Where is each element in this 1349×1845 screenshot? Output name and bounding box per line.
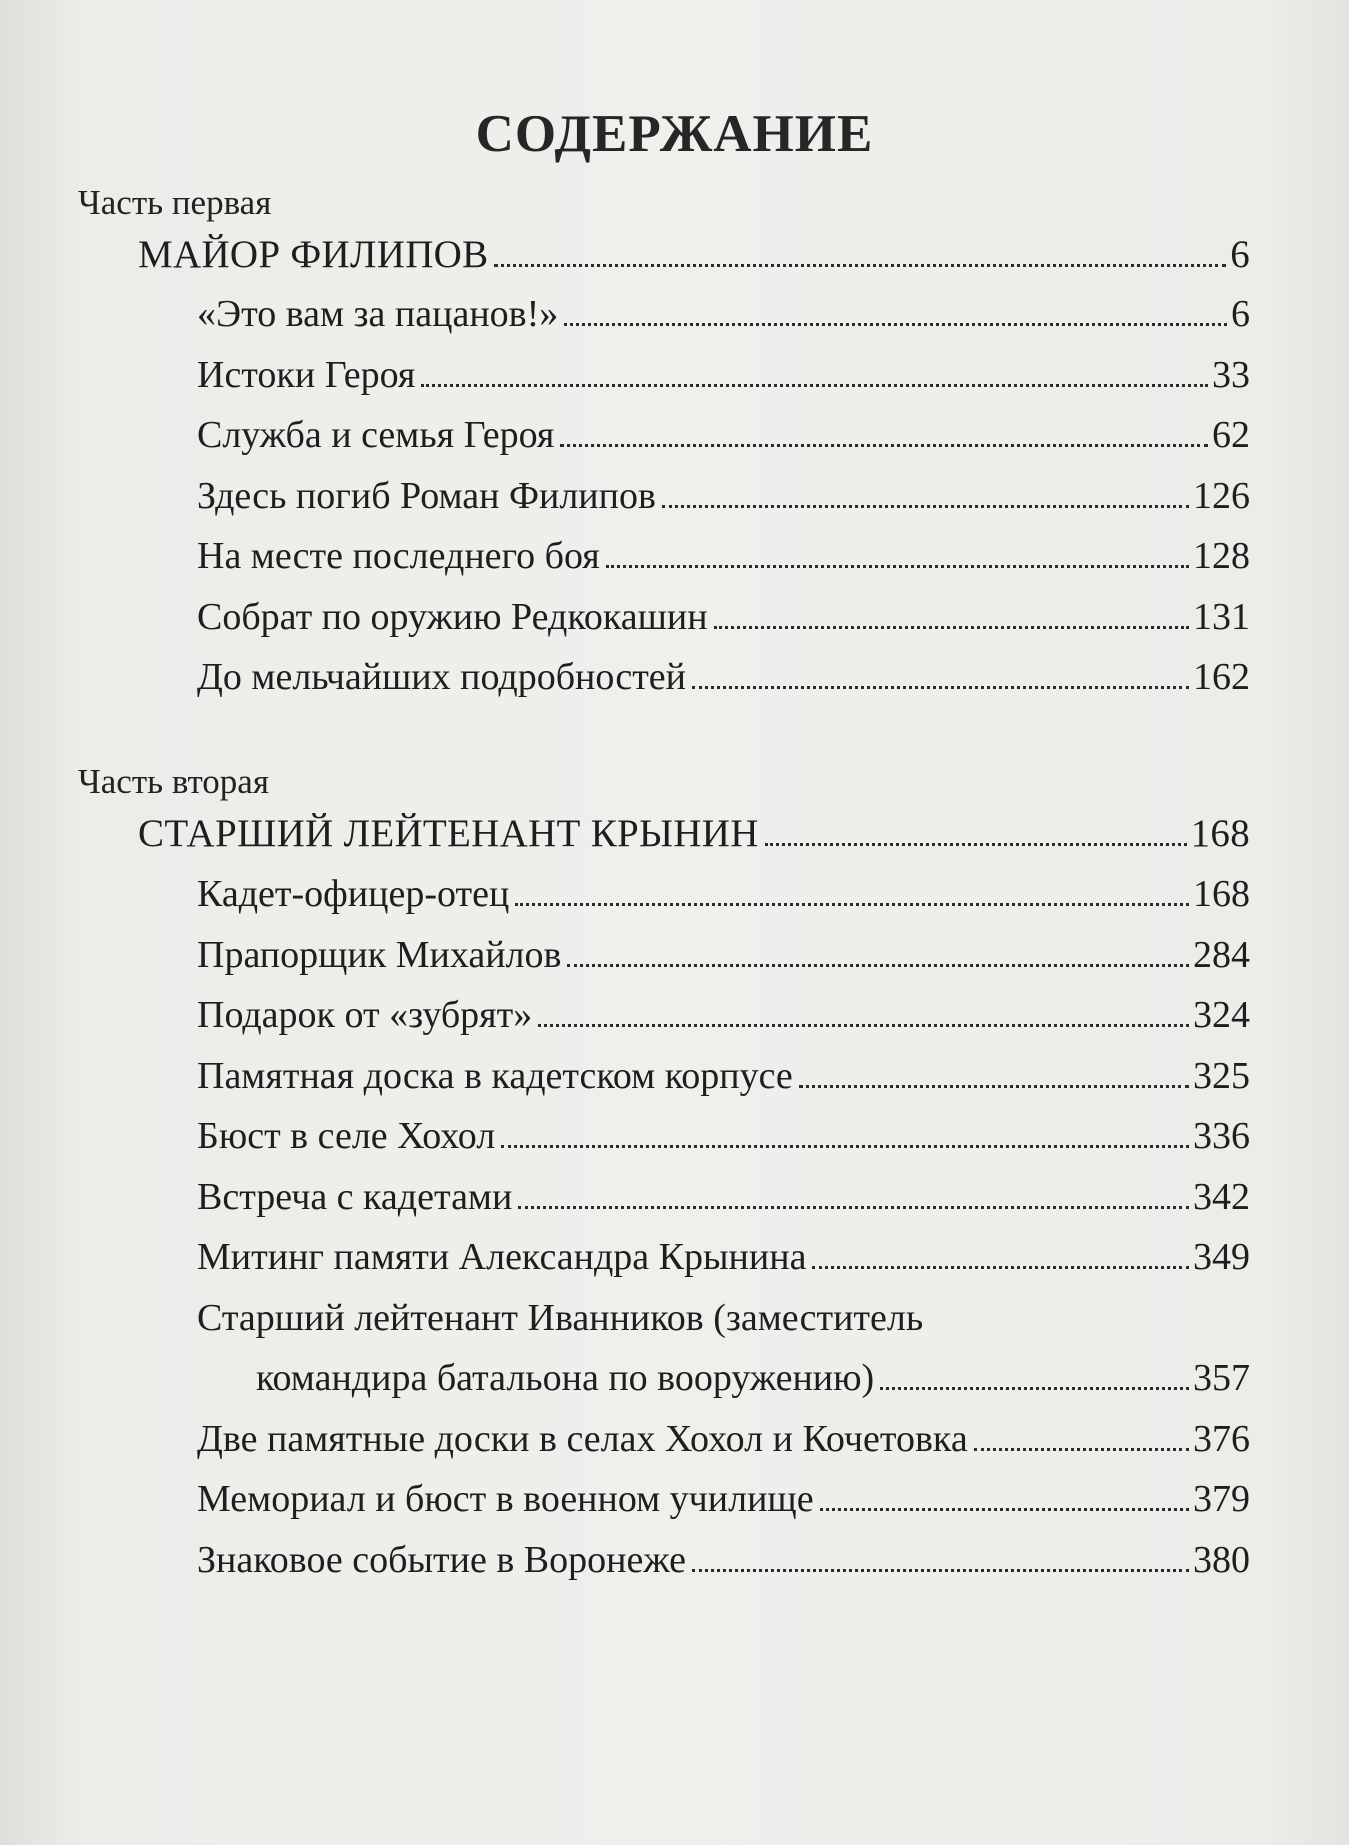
entry-title: Подарок от «зубрят» bbox=[197, 994, 533, 1036]
dot-leader bbox=[501, 1145, 1189, 1148]
page-number: 131 bbox=[1193, 596, 1250, 638]
dot-leader bbox=[799, 1085, 1189, 1088]
dot-leader bbox=[606, 565, 1189, 568]
page-number: 379 bbox=[1193, 1478, 1250, 1520]
dot-leader bbox=[421, 384, 1208, 387]
entry-title: Старший лейтенант Иванников (заместитель bbox=[197, 1297, 924, 1339]
toc-entry bbox=[197, 1114, 1250, 1158]
page-number: 168 bbox=[1193, 873, 1250, 915]
toc-entry bbox=[197, 1477, 1250, 1521]
page-number: 33 bbox=[1212, 354, 1250, 396]
dot-leader bbox=[974, 1448, 1189, 1451]
toc-entry bbox=[197, 353, 1250, 397]
entry-title: Встреча с кадетами bbox=[197, 1176, 513, 1218]
page-number: 336 bbox=[1193, 1115, 1250, 1157]
page-number: 168 bbox=[1190, 812, 1250, 855]
toc-entry bbox=[197, 655, 1250, 699]
toc-entry bbox=[197, 534, 1250, 578]
page-number: 357 bbox=[1193, 1357, 1250, 1399]
dot-leader bbox=[494, 264, 1226, 267]
page-number: 284 bbox=[1193, 934, 1250, 976]
entry-title: Митинг памяти Александра Крынина bbox=[197, 1236, 807, 1278]
toc-entry bbox=[197, 474, 1250, 518]
entry-title: Прапорщик Михайлов bbox=[197, 934, 562, 976]
entry-title: Две памятные доски в селах Хохол и Кочетовка bbox=[197, 1418, 968, 1460]
dot-leader bbox=[515, 903, 1189, 906]
dot-leader bbox=[692, 686, 1189, 689]
dot-leader bbox=[812, 1266, 1189, 1269]
toc-entry bbox=[197, 1054, 1250, 1098]
dot-leader bbox=[880, 1387, 1189, 1390]
entry-title: Бюст в селе Хохол bbox=[197, 1115, 496, 1157]
entry-title: Истоки Героя bbox=[197, 354, 416, 396]
toc-entry bbox=[197, 292, 1250, 336]
page-number: 6 bbox=[1230, 233, 1250, 276]
toc-section-krynin bbox=[138, 811, 1250, 856]
dot-leader bbox=[662, 505, 1189, 508]
entry-title: Служба и семья Героя bbox=[197, 414, 555, 456]
dot-leader bbox=[538, 1024, 1189, 1027]
dot-leader bbox=[820, 1508, 1189, 1511]
toc-entry bbox=[197, 595, 1250, 639]
entry-title: Кадет-офицер-отец bbox=[197, 873, 510, 915]
page-number: 324 bbox=[1193, 994, 1250, 1036]
section-title: СТАРШИЙ ЛЕЙТЕНАНТ КРЫНИН bbox=[138, 812, 759, 855]
page-number: 349 bbox=[1193, 1236, 1250, 1278]
entry-title-continuation: командира батальона по вооружению) bbox=[256, 1357, 875, 1399]
entry-title: Собрат по оружию Редкокашин bbox=[197, 596, 708, 638]
toc-entry bbox=[197, 933, 1250, 977]
page-number: 162 bbox=[1193, 656, 1250, 698]
part-one-label: Часть первая bbox=[78, 183, 272, 222]
page-number: 325 bbox=[1193, 1055, 1250, 1097]
toc-entry bbox=[197, 1538, 1250, 1582]
toc-entry bbox=[197, 1175, 1250, 1219]
dot-leader bbox=[714, 626, 1189, 629]
page-number: 380 bbox=[1193, 1539, 1250, 1581]
part-two-label: Часть вторая bbox=[78, 762, 269, 801]
page-number: 128 bbox=[1193, 535, 1250, 577]
page-number: 126 bbox=[1193, 475, 1250, 517]
page-number: 376 bbox=[1193, 1418, 1250, 1460]
toc-entry bbox=[197, 993, 1250, 1037]
entry-title: «Это вам за пацанов!» bbox=[197, 293, 559, 335]
dot-leader bbox=[518, 1206, 1189, 1209]
toc-entry bbox=[197, 1235, 1250, 1279]
dot-leader bbox=[692, 1569, 1189, 1572]
entry-title: Здесь погиб Роман Филипов bbox=[197, 475, 656, 517]
entry-title: На месте последнего боя bbox=[197, 535, 600, 577]
toc-entry bbox=[197, 1417, 1250, 1461]
page-number: 6 bbox=[1231, 293, 1250, 335]
dot-leader bbox=[560, 444, 1208, 447]
entry-title: Знаковое событие в Воронеже bbox=[197, 1539, 686, 1581]
entry-title: Мемориал и бюст в военном училище bbox=[197, 1478, 814, 1520]
page-number: 342 bbox=[1193, 1176, 1250, 1218]
page-number: 62 bbox=[1212, 414, 1250, 456]
toc-entry bbox=[197, 872, 1250, 916]
entry-title: Памятная доска в кадетском корпусе bbox=[197, 1055, 793, 1097]
dot-leader bbox=[564, 323, 1227, 326]
dot-leader bbox=[567, 964, 1189, 967]
toc-entry bbox=[256, 1356, 1250, 1400]
dot-leader bbox=[765, 843, 1187, 846]
toc-entry bbox=[197, 413, 1250, 457]
toc-section-filipov bbox=[138, 232, 1250, 277]
entry-title: До мельчайших подробностей bbox=[197, 656, 687, 698]
section-title: МАЙОР ФИЛИПОВ bbox=[138, 233, 489, 276]
page-title: СОДЕРЖАНИЕ bbox=[475, 105, 874, 163]
